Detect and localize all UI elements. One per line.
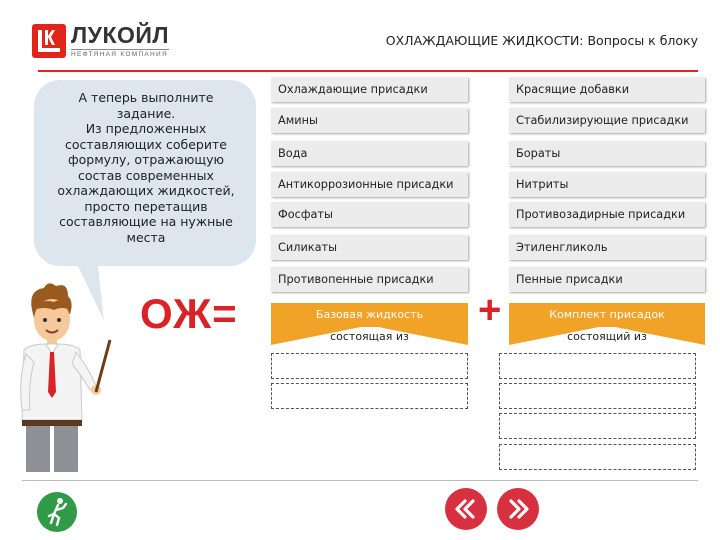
lukoil-logo-icon: [32, 24, 66, 58]
base-liquid-title: Базовая жидкость: [271, 303, 468, 327]
draggable-card[interactable]: Противозадирные присадки: [509, 202, 705, 227]
instruction-text: А теперь выполните задание. Из предложенных составляющих соберите формулу, отражающую состав современных охлаждающих жидкостей, просто перетащив составляющие на нужные места: [57, 90, 235, 245]
runner-icon[interactable]: [37, 492, 77, 532]
draggable-card[interactable]: Охлаждающие присадки: [271, 77, 468, 102]
draggable-card[interactable]: Антикоррозионные присадки: [271, 172, 468, 197]
additives-subtitle: состоящий из: [567, 330, 647, 343]
draggable-card[interactable]: Пенные присадки: [509, 267, 705, 292]
base-liquid-subtitle: состоящая из: [330, 330, 409, 343]
additive-drop-slot[interactable]: [499, 444, 696, 470]
footer-divider: [22, 480, 698, 481]
prev-button[interactable]: [445, 488, 487, 530]
additive-drop-slot[interactable]: [499, 353, 696, 379]
base-drop-slot[interactable]: [271, 353, 468, 379]
next-button[interactable]: [497, 488, 539, 530]
draggable-card[interactable]: Силикаты: [271, 235, 468, 260]
additives-target: [509, 303, 705, 349]
plus-sign: +: [478, 288, 502, 332]
draggable-card[interactable]: Фосфаты: [271, 202, 468, 227]
draggable-card[interactable]: Красящие добавки: [509, 77, 705, 102]
draggable-card[interactable]: Этиленгликоль: [509, 235, 705, 260]
brand-name: ЛУКОЙЛ: [71, 22, 170, 48]
base-drop-slot[interactable]: [271, 383, 468, 409]
draggable-card[interactable]: Нитриты: [509, 172, 705, 197]
draggable-card[interactable]: Бораты: [509, 141, 705, 166]
page-title: ОХЛАЖДАЮЩИЕ ЖИДКОСТИ: Вопросы к блоку: [385, 33, 698, 48]
company-logo: [32, 24, 169, 58]
base-liquid-target: [271, 303, 468, 349]
additive-drop-slot[interactable]: [499, 413, 696, 439]
draggable-card[interactable]: Стабилизирующие присадки: [509, 108, 705, 133]
additive-drop-slot[interactable]: [499, 383, 696, 409]
draggable-card[interactable]: Амины: [271, 108, 468, 133]
header-divider: [38, 70, 698, 72]
double-chevron-right-icon: [505, 499, 531, 519]
brand-subtitle: НЕФТЯНАЯ КОМПАНИЯ: [71, 51, 169, 58]
teacher-character-icon: [10, 280, 135, 475]
additives-title: Комплект присадок: [509, 303, 705, 327]
double-chevron-left-icon: [453, 499, 479, 519]
draggable-card[interactable]: Противопенные присадки: [271, 267, 468, 292]
draggable-card[interactable]: Вода: [271, 141, 468, 166]
formula-label: ОЖ=: [140, 290, 238, 337]
